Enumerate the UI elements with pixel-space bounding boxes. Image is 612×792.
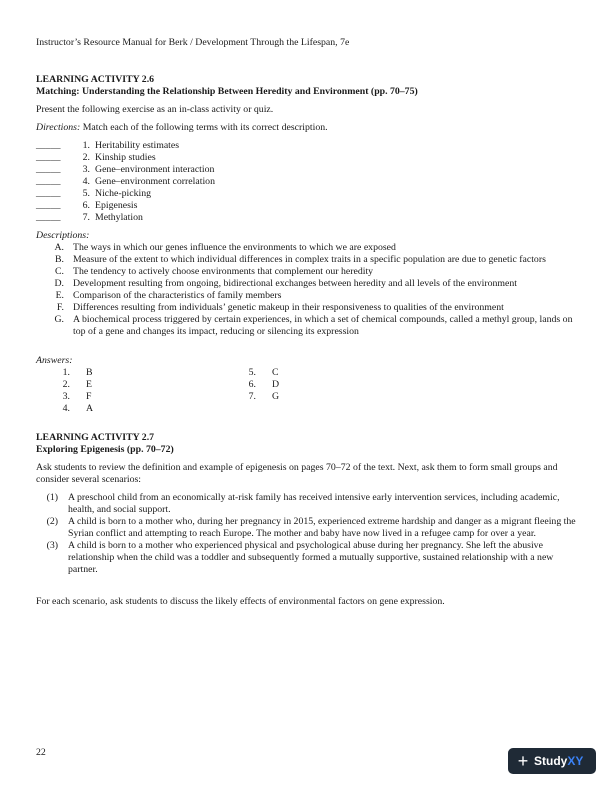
answers-section: [36, 355, 576, 415]
la26-heading: [36, 74, 576, 98]
scenario-row: [36, 492, 576, 516]
description-row: [36, 266, 576, 278]
term-number: 4.: [82, 176, 90, 187]
answer-number: 6.: [248, 379, 256, 390]
studyxy-badge[interactable]: [508, 748, 596, 774]
term-text: Kinship studies: [95, 152, 156, 163]
description-text: Measure of the extent to which individual differences in complex traits in a specific population are due to genetic factors: [73, 254, 546, 265]
answer-blank: _____: [36, 176, 61, 187]
scenario-row: [36, 540, 576, 576]
answer-letter: C: [272, 367, 279, 378]
answer-number: 1.: [62, 367, 70, 378]
answer-item: [36, 379, 92, 391]
description-letter: E.: [55, 290, 64, 301]
term-number: 2.: [82, 152, 90, 163]
term-row: [36, 188, 576, 200]
description-text: Differences resulting from individuals’ genetic makeup in their responsiveness to qualities of the environment: [73, 302, 504, 313]
la26-subtitle: Matching: Understanding the Relationship Between Heredity and Environment (pp. 70–75): [36, 86, 418, 97]
answer-item: [222, 367, 279, 379]
term-number: 7.: [82, 212, 90, 223]
answers-grid: [36, 367, 576, 415]
description-text: A biochemical process triggered by certain experiences, in which a set of chemical compounds, called a methyl group, lands on top of a gene and changes its impact, reducing or silencing its expression: [73, 314, 573, 337]
term-number: 5.: [82, 188, 90, 199]
brand-study: Study: [534, 754, 568, 768]
scenario-text: A child is born to a mother who, during her pregnancy in 2015, experienced extreme hardship and danger as a migrant fleeing the Syrian conflict and attempting to reach Europe. The mother and baby have now lived in a refugee camp for over a year.: [68, 516, 576, 539]
description-row: [36, 242, 576, 254]
term-row: [36, 152, 576, 164]
answer-number: 5.: [248, 367, 256, 378]
la26-title: LEARNING ACTIVITY 2.6: [36, 74, 155, 85]
answer-letter: E: [86, 379, 92, 390]
description-text: Comparison of the characteristics of family members: [73, 290, 282, 301]
scenario-text: A child is born to a mother who experienced physical and psychological abuse during her pregnancy. She left the abusive relationship when the child was a toddler and subsequently formed a mutually supportive, sustained relationship with a new partner.: [68, 540, 554, 575]
la27-intro: Ask students to review the definition and example of epigenesis on pages 70–72 of the text. Next, ask them to form small groups and consider several scenarios:: [36, 462, 558, 485]
description-text: The tendency to actively choose environments that complement our heredity: [73, 266, 374, 277]
answer-item: [222, 391, 279, 403]
description-letter: C.: [55, 266, 64, 277]
term-text: Gene–environment correlation: [95, 176, 215, 187]
term-number: 3.: [82, 164, 90, 175]
answer-item: [222, 379, 279, 391]
scenario-number: (3): [46, 540, 58, 551]
term-row: [36, 176, 576, 188]
brand-xy: XY: [567, 754, 584, 768]
answer-blank: _____: [36, 164, 61, 175]
description-row: [36, 302, 576, 314]
answer-number: 7.: [248, 391, 256, 402]
answer-item: [36, 367, 93, 379]
scenario-number: (1): [46, 492, 58, 503]
running-header: Instructor’s Resource Manual for Berk / Development Through the Lifespan, 7e: [36, 37, 350, 48]
answer-item: [36, 403, 93, 415]
directions-text: Match each of the following terms with its correct description.: [80, 122, 328, 133]
scenario-number: (2): [46, 516, 58, 527]
description-row: [36, 278, 576, 290]
answer-blank: _____: [36, 212, 61, 223]
answer-number: 2.: [62, 379, 70, 390]
answer-letter: A: [86, 403, 94, 414]
description-letter: D.: [54, 278, 64, 289]
answer-letter: F: [86, 391, 92, 402]
answers-label: Answers:: [36, 355, 73, 366]
la27-closing: For each scenario, ask students to discuss the likely effects of environmental factors on gene expression.: [36, 596, 445, 607]
answer-number: 3.: [62, 391, 70, 402]
term-row: [36, 200, 576, 212]
term-row: [36, 140, 576, 152]
term-row: [36, 164, 576, 176]
terms-list: [36, 140, 576, 224]
description-row: [36, 314, 576, 338]
answer-item: [36, 391, 91, 403]
answer-blank: _____: [36, 140, 61, 151]
la26-intro: Present the following exercise as an in-class activity or quiz.: [36, 104, 274, 115]
scenario-row: [36, 516, 576, 540]
description-text: Development resulting from ongoing, bidirectional exchanges between heredity and all levels of the environment: [73, 278, 517, 289]
answer-number: 4.: [62, 403, 70, 414]
description-letter: F.: [56, 302, 64, 313]
la26-directions: [36, 122, 576, 134]
answer-blank: _____: [36, 200, 61, 211]
scenario-text: A preschool child from an economically at-risk family has received intensive early intervention services, including academic, health, and social support.: [68, 492, 560, 515]
description-text: The ways in which our genes influence the environments to which we are exposed: [73, 242, 396, 253]
description-letter: A.: [54, 242, 64, 253]
description-row: [36, 254, 576, 266]
term-number: 6.: [82, 200, 90, 211]
answer-blank: _____: [36, 152, 61, 163]
la27-subtitle: Exploring Epigenesis (pp. 70–72): [36, 444, 174, 455]
answer-blank: _____: [36, 188, 61, 199]
answer-letter: D: [272, 379, 280, 390]
descriptions-label: Descriptions:: [36, 230, 90, 241]
term-text: Methylation: [95, 212, 143, 223]
term-row: [36, 212, 576, 224]
scenarios-list: [36, 492, 576, 576]
term-text: Epigenesis: [95, 200, 138, 211]
term-text: Niche-picking: [95, 188, 152, 199]
descriptions-list: [36, 242, 576, 338]
term-number: 1.: [82, 140, 90, 151]
answer-letter: B: [86, 367, 93, 378]
descriptions-section: [36, 230, 576, 338]
directions-label: Directions:: [36, 122, 81, 133]
la27-heading: [36, 432, 576, 456]
term-text: Heritability estimates: [95, 140, 180, 151]
description-row: [36, 290, 576, 302]
description-letter: B.: [55, 254, 64, 265]
la27-title: LEARNING ACTIVITY 2.7: [36, 432, 155, 443]
page-number: 22: [36, 747, 46, 758]
answer-letter: G: [272, 391, 280, 402]
description-letter: G.: [54, 314, 64, 325]
term-text: Gene–environment interaction: [95, 164, 215, 175]
plus-icon: +: [517, 751, 529, 771]
